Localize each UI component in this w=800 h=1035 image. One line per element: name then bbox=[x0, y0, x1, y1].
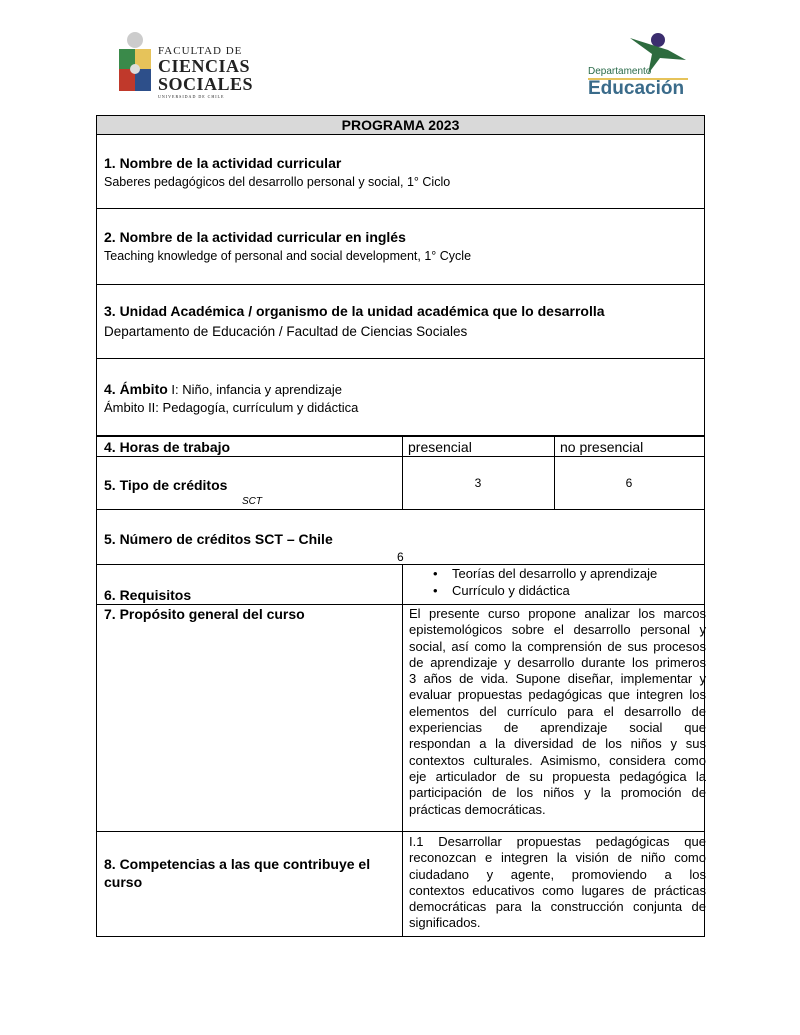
text-line: prácticas democráticas. bbox=[409, 801, 546, 817]
logo-text-facultad: FACULTAD DE bbox=[158, 45, 243, 57]
proposito-text bbox=[409, 606, 706, 818]
section-1 bbox=[97, 134, 704, 208]
facultad-logo bbox=[118, 32, 254, 99]
section-4 bbox=[97, 358, 704, 435]
text-line: ciudadano y agente, promoviendo a los bbox=[409, 866, 706, 882]
proposito-row bbox=[97, 604, 704, 831]
university-shield-icon bbox=[118, 32, 152, 94]
section-label: 1. Nombre de la actividad curricular bbox=[104, 155, 342, 171]
text-line: 3 años de vida. Supone diseñar, implementar y bbox=[409, 671, 706, 687]
departamento-logo bbox=[588, 36, 688, 99]
requisitos-label: 6. Requisitos bbox=[104, 587, 192, 603]
tipo-sub: SCT bbox=[242, 496, 262, 507]
section-value: Teaching knowledge of personal and social development, 1° Cycle bbox=[104, 249, 472, 263]
text-line: El presente curso propone analizar los marcos bbox=[409, 606, 706, 621]
text-line: significados. bbox=[409, 915, 481, 931]
text-line: reconozcan e integren la visión de niño como bbox=[409, 850, 706, 866]
text-line: I.1 Desarrollar propuestas pedagógicas que bbox=[409, 834, 706, 849]
presencial-value: 3 bbox=[474, 476, 482, 490]
tipo-creditos-row bbox=[97, 456, 704, 509]
section-3 bbox=[97, 284, 704, 358]
logo-text-universidad: UNIVERSIDAD DE CHILE bbox=[158, 94, 225, 99]
text-line: respondan a la diversidad de los niños y sus bbox=[409, 736, 706, 752]
logo-text-ciencias: CIENCIAS bbox=[158, 56, 251, 76]
competencias-label: 8. Competencias a las que contribuye el bbox=[104, 856, 371, 872]
text-line: eje articulador de su propuesta pedagógica la bbox=[409, 768, 706, 784]
table-header bbox=[97, 116, 704, 134]
text-line: de aprendizaje y desarrollo durante los primeros bbox=[409, 654, 706, 670]
horas-row bbox=[97, 435, 704, 456]
proposito-label: 7. Propósito general del curso bbox=[104, 606, 305, 622]
section-value: Saberes pedagógicos del desarrollo personal y social, 1° Ciclo bbox=[104, 175, 451, 189]
logo-text-departamento: Departamento bbox=[588, 66, 652, 77]
section-value: Ámbito II: Pedagogía, currículum y didáctica bbox=[104, 400, 359, 415]
section-value: Departamento de Educación / Facultad de Ciencias Sociales bbox=[104, 324, 468, 339]
numero-label: 5. Número de créditos SCT – Chile bbox=[104, 531, 333, 547]
section-value: I: Niño, infancia y aprendizaje bbox=[167, 382, 342, 397]
no-presencial-value: 6 bbox=[625, 476, 633, 490]
section-label: 4. Ámbito bbox=[104, 381, 168, 397]
horas-label: 4. Horas de trabajo bbox=[104, 439, 231, 455]
presencial-header: presencial bbox=[408, 439, 472, 455]
section-label: 2. Nombre de la actividad curricular en inglés bbox=[104, 229, 406, 245]
text-line: contextos culturales. Asimismo, considera como bbox=[409, 752, 706, 768]
section-label: 3. Unidad Académica / organismo de la unidad académica que lo desarrolla bbox=[104, 303, 605, 319]
text-line: evaluar propuestas pedagógicas que integren los bbox=[409, 687, 706, 703]
section-2 bbox=[97, 208, 704, 284]
numero-value: 6 bbox=[397, 550, 404, 564]
requisitos-row bbox=[97, 564, 704, 604]
tipo-label: 5. Tipo de créditos bbox=[104, 477, 228, 493]
competencias-label: curso bbox=[104, 874, 143, 890]
competencias-text bbox=[409, 834, 706, 932]
program-table bbox=[96, 115, 705, 937]
requisito-item: • Teorías del desarrollo y aprendizaje bbox=[433, 566, 658, 581]
competencias-row bbox=[97, 831, 704, 937]
text-line: participación de los niños y la promoción de bbox=[409, 785, 706, 801]
text-line: experiencias de aprendizaje social que bbox=[409, 720, 706, 736]
program-title: PROGRAMA 2023 bbox=[341, 117, 460, 133]
logo-text-educacion: Educación bbox=[588, 78, 685, 99]
numero-creditos-row bbox=[97, 509, 704, 564]
text-line: democráticas para la construcción conjunta de bbox=[409, 899, 706, 915]
no-presencial-header: no presencial bbox=[560, 439, 644, 455]
logo-text-sociales: SOCIALES bbox=[158, 74, 254, 94]
text-line: social, así como la comprensión de sus procesos bbox=[409, 638, 706, 654]
requisito-item: • Currículo y didáctica bbox=[433, 583, 570, 598]
text-line: epistemológicos sobre el desarrollo personal y bbox=[409, 622, 706, 638]
text-line: elementos del currículo para el desarrollo de bbox=[409, 703, 706, 719]
text-line: contextos educativos como lugares de prácticas bbox=[409, 882, 706, 898]
